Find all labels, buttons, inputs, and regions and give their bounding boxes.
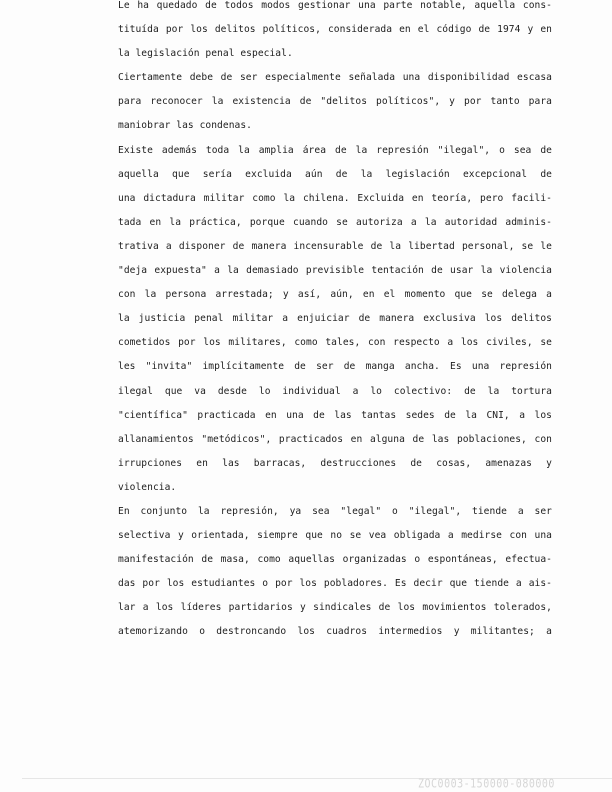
text-line: lar a los líderes partidarios y sindicales de los movimientos tolerados, <box>118 602 552 614</box>
text-line: les "invita" implícitamente de ser de manga ancha. Es una represión <box>118 361 552 373</box>
text-line: cometidos por los militares, como tales, con respecto a los civiles, se <box>118 337 552 349</box>
archive-stamp: ZOC0003-150000-080000 <box>418 777 555 792</box>
text-line: irrupciones en las barracas, destrucciones de cosas, amenazas y <box>118 457 552 469</box>
text-line: En conjunto la represión, ya sea "legal" o "ilegal", tiende a ser <box>118 505 552 517</box>
text-line: tada en la práctica, porque cuando se autoriza a la autoridad adminis- <box>118 216 552 228</box>
text-line: manifestación de masa, como aquellas organizadas o espontáneas, efectua- <box>118 554 552 566</box>
text-line: aquella que sería excluida aún de la legislación excepcional de <box>118 168 552 180</box>
text-line: "científica" practicada en una de las tantas sedes de la CNI, a los <box>118 409 552 421</box>
text-line: la justicia penal militar a enjuiciar de manera exclusiva los delitos <box>118 313 552 325</box>
text-line: tituída por los delitos políticos, considerada en el código de 1974 y en <box>118 24 552 36</box>
text-line: atemorizando o destroncando los cuadros intermedios y militantes; a <box>118 626 552 638</box>
text-line: maniobrar las condenas. <box>118 120 252 132</box>
text-line: Existe además toda la amplia área de la represión "ilegal", o sea de <box>118 144 552 156</box>
text-line: Le ha quedado de todos modos gestionar una parte notable, aquella cons- <box>118 0 552 11</box>
text-line: con la persona arrestada; y así, aún, en el momento que se delega a <box>118 289 552 301</box>
text-line: una dictadura militar como la chilena. Excluida en teoría, pero facili- <box>118 192 552 204</box>
text-line: violencia. <box>118 481 177 493</box>
body-text <box>118 0 552 651</box>
text-line: trativa a disponer de manera incensurable de la libertad personal, se le <box>118 240 552 252</box>
text-line: ilegal que va desde lo individual a lo colectivo: de la tortura <box>118 385 552 397</box>
text-line: para reconocer la existencia de "delitos políticos", y por tanto para <box>118 96 552 108</box>
text-line: "deja expuesta" a la demasiado previsible tentación de usar la violencia <box>118 265 552 277</box>
text-line: das por los estudiantes o por los pobladores. Es decir que tiende a ais- <box>118 578 552 590</box>
text-line: la legislación penal especial. <box>118 48 293 60</box>
text-line: allanamientos "metódicos", practicados en alguna de las poblaciones, con <box>118 433 552 445</box>
text-line: selectiva y orientada, siempre que no se vea obligada a medirse con una <box>118 530 552 542</box>
text-line: Ciertamente debe de ser especialmente señalada una disponibilidad escasa <box>118 72 552 84</box>
